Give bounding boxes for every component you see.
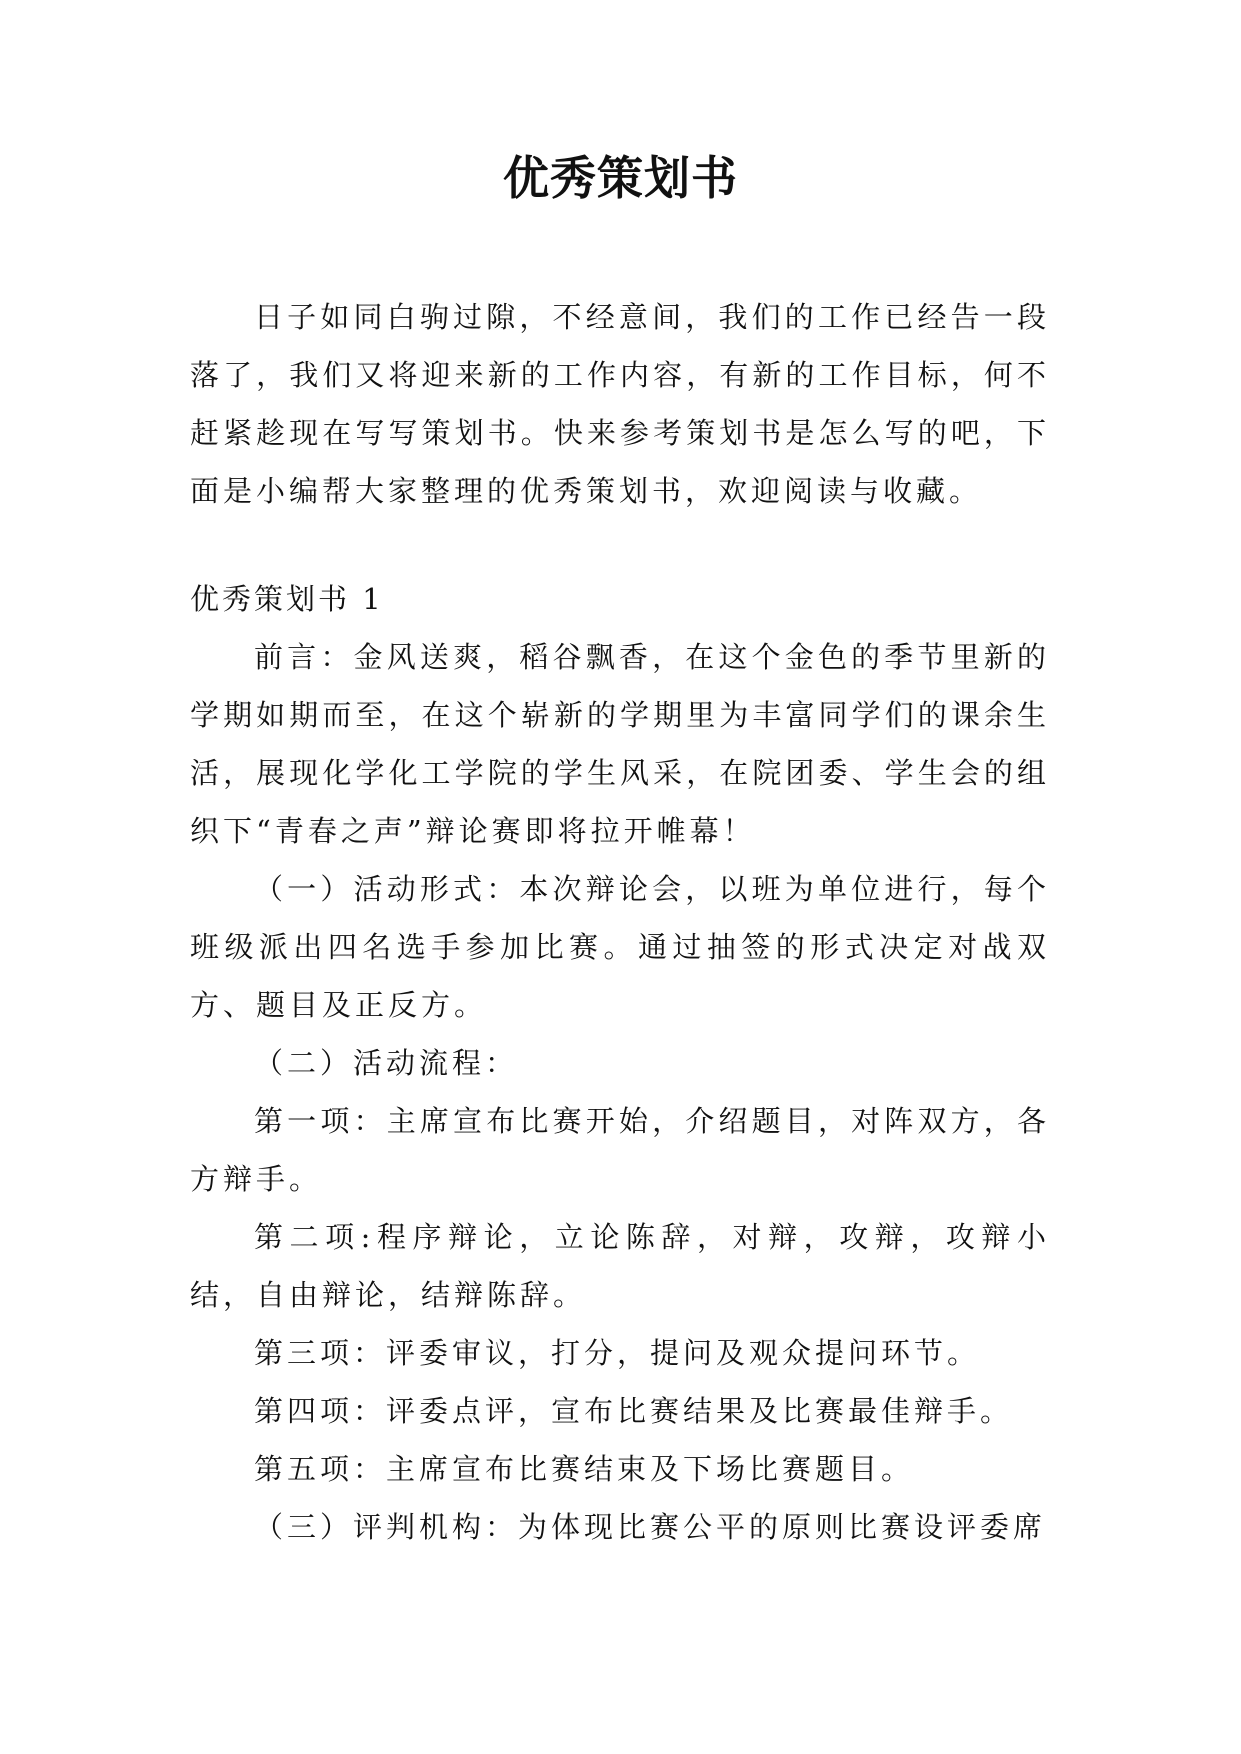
step-four-paragraph: 第四项：评委点评，宣布比赛结果及比赛最佳辩手。 (254, 1394, 1014, 1428)
step-three-paragraph: 第三项：评委审议，打分，提问及观众提问环节。 (254, 1336, 981, 1370)
activity-format-paragraph: （一）活动形式：本次辩论会，以班为单位进行，每个班级派出四名选手参加比赛。通过抽签的形式决定对战双方、题目及正反方。 (190, 872, 1050, 1022)
document-title: 优秀策划书 (503, 151, 738, 205)
step-one-paragraph: 第一项：主席宣布比赛开始，介绍题目，对阵双方，各方辩手。 (190, 1104, 1050, 1196)
judging-paragraph: （三）评判机构：为体现比赛公平的原则比赛设评委席 (254, 1510, 1047, 1544)
step-two-paragraph: 第二项:程序辩论，立论陈辞，对辩，攻辩，攻辩小结，自由辩论，结辩陈辞。 (190, 1220, 1050, 1312)
preface-paragraph: 前言：金风送爽，稻谷飘香，在这个金色的季节里新的学期如期而至，在这个崭新的学期里为丰富同学们的课余生活，展现化学化工学院的学生风采，在院团委、学生会的组织下“青春之声”辩论赛即将拉开帷幕！ (190, 640, 1050, 848)
intro-paragraph: 日子如同白驹过隙，不经意间，我们的工作已经告一段落了，我们又将迎来新的工作内容，有新的工作目标，何不赶紧趁现在写写策划书。快来参考策划书是怎么写的吧，下面是小编帮大家整理的优秀策划书，欢迎阅读与收藏。 (190, 300, 1050, 508)
document-body (190, 288, 1050, 1556)
step-five-paragraph: 第五项：主席宣布比赛结束及下场比赛题目。 (254, 1452, 915, 1486)
section-heading: 优秀策划书 1 (190, 582, 384, 616)
activity-flow-heading: （二）活动流程： (254, 1046, 519, 1080)
